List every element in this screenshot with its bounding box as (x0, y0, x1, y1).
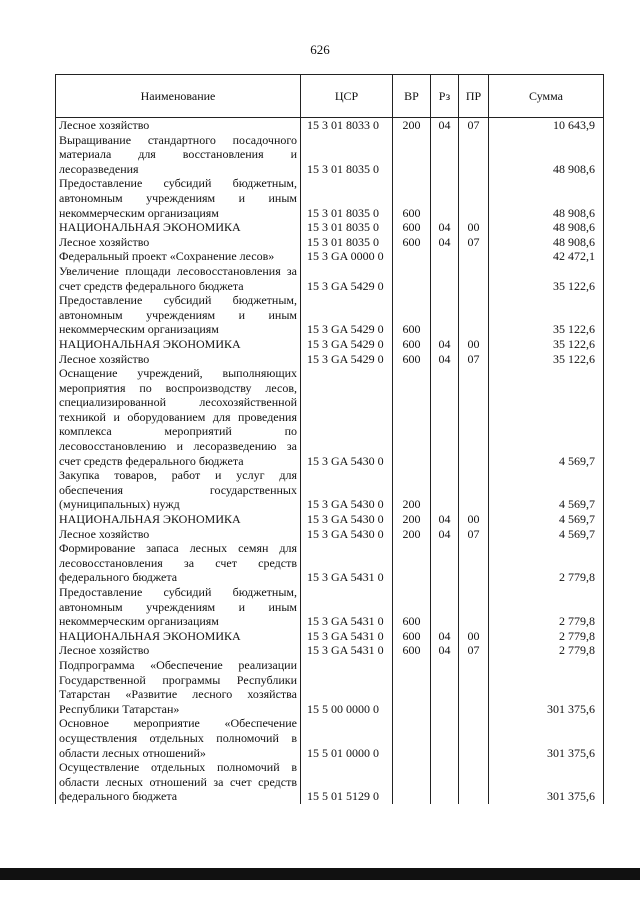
cell-pr: 07 (459, 118, 489, 133)
cell-name: НАЦИОНАЛЬНАЯ ЭКОНОМИКА (56, 220, 301, 235)
cell-csr: 15 3 GA 5430 0 (301, 512, 393, 527)
cell-name: Осуществление отдельных полномочий в области лесных отношений за счет средств федерального бюджета (56, 760, 301, 804)
cell-pr: 07 (459, 235, 489, 250)
header-pr: ПР (459, 75, 489, 118)
cell-sum: 4 569,7 (489, 527, 604, 542)
budget-table (55, 74, 604, 805)
cell-name: Основное мероприятие «Обеспечение осуществления отдельных полномочий в области лесных отношений» (56, 716, 301, 760)
cell-pr (459, 264, 489, 293)
cell-sum: 301 375,6 (489, 716, 604, 760)
cell-sum: 2 779,8 (489, 629, 604, 644)
cell-rz: 04 (431, 352, 459, 367)
cell-vr: 600 (393, 352, 431, 367)
cell-name: Лесное хозяйство (56, 527, 301, 542)
cell-rz: 04 (431, 220, 459, 235)
header-name: Наименование (56, 75, 301, 118)
cell-name: Предоставление субсидий бюджетным, автономным учреждениям и иным некоммерческим организациям (56, 293, 301, 337)
cell-rz (431, 716, 459, 760)
table-row (56, 716, 604, 760)
cell-pr: 00 (459, 512, 489, 527)
cell-vr: 600 (393, 585, 431, 629)
page-number: 626 (310, 42, 330, 57)
table-row (56, 352, 604, 367)
cell-name: Закупка товаров, работ и услуг для обеспечения государственных (муниципальных) нужд (56, 468, 301, 512)
cell-name: Оснащение учреждений, выполняющих мероприятия по воспроизводству лесов, специализированной лесохозяйственной техникой и оборудованием для проведения комплекса мероприятий по лесовосстановлению и лесоразведению за счет средств федерального бюджета (56, 366, 301, 468)
cell-csr: 15 5 01 5129 0 (301, 760, 393, 804)
cell-csr: 15 3 GA 5430 0 (301, 527, 393, 542)
cell-csr: 15 3 01 8035 0 (301, 133, 393, 177)
cell-csr: 15 3 GA 5431 0 (301, 629, 393, 644)
table-row (56, 629, 604, 644)
cell-sum: 48 908,6 (489, 176, 604, 220)
cell-rz (431, 133, 459, 177)
cell-name: Предоставление субсидий бюджетным, автономным учреждениям и иным некоммерческим организациям (56, 585, 301, 629)
cell-rz (431, 264, 459, 293)
table-row (56, 220, 604, 235)
cell-vr (393, 716, 431, 760)
cell-sum: 4 569,7 (489, 366, 604, 468)
cell-rz (431, 760, 459, 804)
table-row (56, 337, 604, 352)
cell-pr (459, 468, 489, 512)
cell-name: Выращивание стандартного посадочного материала для восстановления и лесоразведения (56, 133, 301, 177)
table-header-row (56, 75, 604, 118)
cell-pr (459, 658, 489, 716)
cell-vr: 200 (393, 512, 431, 527)
header-rz: Рз (431, 75, 459, 118)
cell-name: Предоставление субсидий бюджетным, автономным учреждениям и иным некоммерческим организациям (56, 176, 301, 220)
cell-rz (431, 468, 459, 512)
table-row (56, 658, 604, 716)
cell-sum: 4 569,7 (489, 512, 604, 527)
cell-pr: 07 (459, 527, 489, 542)
cell-sum: 35 122,6 (489, 293, 604, 337)
cell-name: Подпрограмма «Обеспечение реализации Государственной программы Республики Татарстан «Развитие лесного хозяйства Республики Татарстан» (56, 658, 301, 716)
cell-csr: 15 3 01 8035 0 (301, 235, 393, 250)
cell-rz (431, 658, 459, 716)
cell-csr: 15 3 GA 5429 0 (301, 293, 393, 337)
cell-sum: 301 375,6 (489, 760, 604, 804)
cell-pr (459, 541, 489, 585)
cell-vr: 600 (393, 643, 431, 658)
cell-sum: 4 569,7 (489, 468, 604, 512)
cell-sum: 301 375,6 (489, 658, 604, 716)
table-body (56, 118, 604, 805)
cell-pr (459, 716, 489, 760)
cell-vr: 600 (393, 293, 431, 337)
cell-csr: 15 5 01 0000 0 (301, 716, 393, 760)
cell-rz: 04 (431, 643, 459, 658)
cell-csr: 15 3 01 8035 0 (301, 220, 393, 235)
cell-vr: 600 (393, 220, 431, 235)
cell-name: Формирование запаса лесных семян для лесовосстановления за счет средств федерального бюджета (56, 541, 301, 585)
cell-name: Лесное хозяйство (56, 352, 301, 367)
table-row (56, 366, 604, 468)
table-row (56, 512, 604, 527)
cell-rz: 04 (431, 512, 459, 527)
table-row (56, 118, 604, 133)
cell-vr (393, 658, 431, 716)
cell-csr: 15 3 GA 5429 0 (301, 264, 393, 293)
cell-pr (459, 249, 489, 264)
cell-pr: 00 (459, 337, 489, 352)
table-row (56, 468, 604, 512)
cell-sum: 2 779,8 (489, 585, 604, 629)
cell-rz: 04 (431, 629, 459, 644)
header-csr: ЦСР (301, 75, 393, 118)
cell-rz: 04 (431, 235, 459, 250)
cell-vr: 600 (393, 176, 431, 220)
table-row (56, 541, 604, 585)
cell-pr (459, 133, 489, 177)
cell-pr: 00 (459, 629, 489, 644)
header-vr: ВР (393, 75, 431, 118)
cell-sum: 35 122,6 (489, 264, 604, 293)
cell-sum: 48 908,6 (489, 220, 604, 235)
header-sum: Сумма (489, 75, 604, 118)
table-row (56, 643, 604, 658)
cell-pr (459, 366, 489, 468)
table-row (56, 235, 604, 250)
cell-sum: 42 472,1 (489, 249, 604, 264)
cell-name: НАЦИОНАЛЬНАЯ ЭКОНОМИКА (56, 337, 301, 352)
cell-vr (393, 760, 431, 804)
cell-sum: 35 122,6 (489, 352, 604, 367)
cell-rz: 04 (431, 337, 459, 352)
cell-name: НАЦИОНАЛЬНАЯ ЭКОНОМИКА (56, 629, 301, 644)
scan-bottom-edge (0, 868, 640, 880)
cell-csr: 15 3 GA 5431 0 (301, 585, 393, 629)
cell-csr: 15 3 GA 0000 0 (301, 249, 393, 264)
cell-sum: 2 779,8 (489, 643, 604, 658)
cell-csr: 15 3 GA 5431 0 (301, 643, 393, 658)
cell-vr: 600 (393, 235, 431, 250)
cell-vr (393, 541, 431, 585)
cell-vr (393, 133, 431, 177)
cell-vr (393, 249, 431, 264)
cell-rz (431, 541, 459, 585)
cell-name: Федеральный проект «Сохранение лесов» (56, 249, 301, 264)
table-row (56, 249, 604, 264)
cell-rz: 04 (431, 118, 459, 133)
cell-rz (431, 293, 459, 337)
cell-rz: 04 (431, 527, 459, 542)
cell-csr: 15 3 GA 5429 0 (301, 337, 393, 352)
cell-csr: 15 3 GA 5429 0 (301, 352, 393, 367)
cell-rz (431, 249, 459, 264)
cell-vr: 200 (393, 527, 431, 542)
cell-csr: 15 3 01 8035 0 (301, 176, 393, 220)
table-row (56, 527, 604, 542)
table-row (56, 176, 604, 220)
table-row (56, 585, 604, 629)
cell-rz (431, 366, 459, 468)
cell-csr: 15 3 GA 5431 0 (301, 541, 393, 585)
cell-pr: 00 (459, 220, 489, 235)
cell-name: Лесное хозяйство (56, 235, 301, 250)
table-row (56, 293, 604, 337)
cell-csr: 15 3 01 8033 0 (301, 118, 393, 133)
cell-name: Увеличение площади лесовосстановления за счет средств федерального бюджета (56, 264, 301, 293)
cell-rz (431, 585, 459, 629)
cell-pr: 07 (459, 352, 489, 367)
cell-name: Лесное хозяйство (56, 643, 301, 658)
cell-sum: 10 643,9 (489, 118, 604, 133)
cell-rz (431, 176, 459, 220)
cell-vr (393, 366, 431, 468)
cell-pr (459, 293, 489, 337)
cell-sum: 2 779,8 (489, 541, 604, 585)
cell-name: НАЦИОНАЛЬНАЯ ЭКОНОМИКА (56, 512, 301, 527)
cell-csr: 15 3 GA 5430 0 (301, 366, 393, 468)
cell-sum: 48 908,6 (489, 133, 604, 177)
cell-csr: 15 5 00 0000 0 (301, 658, 393, 716)
cell-name: Лесное хозяйство (56, 118, 301, 133)
cell-vr (393, 264, 431, 293)
cell-pr: 07 (459, 643, 489, 658)
cell-pr (459, 585, 489, 629)
cell-pr (459, 760, 489, 804)
table-row (56, 264, 604, 293)
table-row (56, 133, 604, 177)
cell-vr: 600 (393, 337, 431, 352)
table-row (56, 760, 604, 804)
cell-pr (459, 176, 489, 220)
cell-sum: 35 122,6 (489, 337, 604, 352)
cell-vr: 200 (393, 118, 431, 133)
cell-csr: 15 3 GA 5430 0 (301, 468, 393, 512)
cell-vr: 200 (393, 468, 431, 512)
cell-sum: 48 908,6 (489, 235, 604, 250)
cell-vr: 600 (393, 629, 431, 644)
